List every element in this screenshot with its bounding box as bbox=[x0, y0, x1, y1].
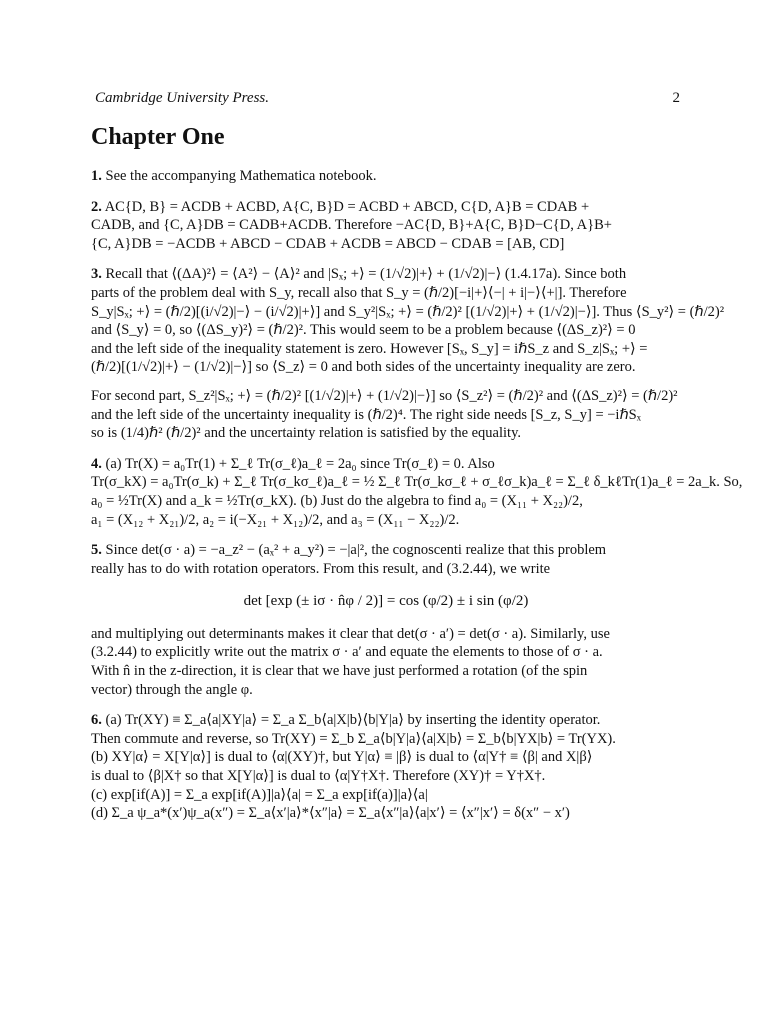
problem-line bbox=[91, 711, 681, 730]
problem-1 bbox=[91, 167, 681, 186]
problem-line: Tr(σ_kX) = a₀Tr(σ_k) + Σ_ℓ Tr(σ_kσ_ℓ)a_ℓ = ½ Σ_ℓ Tr(σ_kσ_ℓ + σ_ℓσ_k)a_ℓ = Σ_ℓ δ_kℓTr(1)a_ℓ = 2a_k. So, bbox=[91, 474, 743, 491]
problem-line: (c) exp[if(A)] = Σ_a exp[if(A)]|a⟩⟨a| = Σ_a exp[if(a)]|a⟩⟨a| bbox=[91, 786, 428, 803]
problem-text: (a) Tr(XY) ≡ Σ_a⟨a|XY|a⟩ = Σ_a Σ_b⟨a|X|b⟩⟨b|Y|a⟩ by inserting the identity operator. bbox=[105, 712, 601, 729]
problem-line: Then commute and reverse, so Tr(XY) = Σ_b Σ_a⟨b|Y|a⟩⟨a|X|b⟩ = Σ_b⟨b|YX|b⟩ = Tr(YX). bbox=[91, 730, 616, 747]
publisher-name: Cambridge University Press. bbox=[95, 90, 270, 106]
problem-line: parts of the problem deal with S_y, recall also that S_y = (ℏ/2)[−i|+⟩⟨−| + i|−⟩⟨+|]. Therefore bbox=[91, 284, 627, 301]
problem-line: (d) Σ_a ψ_a*(x′)ψ_a(x″) = Σ_a⟨x′|a⟩*⟨x″|a⟩ = Σ_a⟨x″|a⟩⟨a|x′⟩ = ⟨x″|x′⟩ = δ(x″ − x′) bbox=[91, 805, 570, 822]
problem-line: and the left side of the uncertainty inequality is (ℏ/2)⁴. The right side needs [S_z, S_y] = −iℏSₓ bbox=[91, 406, 641, 423]
problem-number: 3. bbox=[91, 266, 102, 283]
problem-text: Recall that ⟨(ΔA)²⟩ = ⟨A²⟩ − ⟨A⟩² and |Sₓ; +⟩ = (1/√2)|+⟩ + (1/√2)|−⟩ (1.4.17a). Since both bbox=[105, 266, 627, 283]
problem-5 bbox=[91, 541, 681, 699]
problem-line: (3.2.44) to explicitly write out the matrix σ · a′ and equate the elements to those of σ · a. bbox=[91, 644, 603, 661]
problem-line: a₁ = (X₁₂ + X₂₁)/2, a₂ = i(−X₂₁ + X₁₂)/2, and a₃ = (X₁₁ − X₂₂)/2. bbox=[91, 511, 460, 528]
problem-text: (a) Tr(X) = a₀Tr(1) + Σ_ℓ Tr(σ_ℓ)a_ℓ = 2a₀ since Tr(σ_ℓ) = 0. Also bbox=[105, 455, 495, 472]
problem-line bbox=[91, 541, 681, 560]
display-equation: det [exp (± iσ · n̂φ / 2)] = cos (φ/2) ± i sin (φ/2) bbox=[243, 593, 529, 610]
problem-line: {C, A}DB = −ACDB + ABCD − CDAB + ACDB = ABCD − CDAB = [AB, CD] bbox=[91, 235, 565, 252]
problem-number: 4. bbox=[91, 455, 102, 472]
problem-line: a₀ = ½Tr(X) and a_k = ½Tr(σ_kX). (b) Just do the algebra to find a₀ = (X₁₁ + X₂₂)/2, bbox=[91, 492, 583, 509]
problem-number: 2. bbox=[91, 198, 102, 215]
problem-number: 5. bbox=[91, 542, 102, 559]
problem-line: vector) through the angle φ. bbox=[91, 681, 253, 698]
problem-line: and multiplying out determinants makes it clear that det(σ · a′) = det(σ · a). Similarly, use bbox=[91, 625, 610, 642]
problem-line: really has to do with rotation operators. From this result, and (3.2.44), we write bbox=[91, 560, 551, 577]
spacer bbox=[91, 377, 681, 387]
problem-line bbox=[91, 455, 681, 474]
problem-line: (b) XY|α⟩ = X[Y|α⟩] is dual to ⟨α|(XY)†, but Y|α⟩ ≡ |β⟩ is dual to ⟨α|Y† ≡ ⟨β| and X|β⟩ bbox=[91, 749, 593, 766]
running-header bbox=[95, 90, 680, 107]
problem-line: CADB, and {C, A}DB = CADB+ACDB. Therefore −AC{D, B}+A{C, B}D−C{D, A}B+ bbox=[91, 217, 612, 234]
problem-6 bbox=[91, 711, 681, 823]
problem-number: 1. bbox=[91, 168, 102, 184]
problem-line: is dual to ⟨β|X† so that X[Y|α⟩] is dual to ⟨α|Y†X†. Therefore (XY)† = Y†X†. bbox=[91, 768, 546, 785]
problem-line: For second part, S_z²|Sₓ; +⟩ = (ℏ/2)² [(1/√2)|+⟩ + (1/√2)|−⟩] so ⟨S_z²⟩ = (ℏ/2)² and ⟨(ΔS_z)²⟩ = (ℏ/2)² bbox=[91, 387, 678, 404]
problem-line: so is (1/4)ℏ² (ℏ/2)² and the uncertainty relation is satisfied by the equality. bbox=[91, 425, 522, 442]
problem-2 bbox=[91, 198, 681, 254]
problem-line: (ℏ/2)[(1/√2)|+⟩ − (1/√2)|−⟩] so ⟨S_z⟩ = 0 and both sides of the uncertainty inequality are zero. bbox=[91, 359, 636, 376]
problem-number: 6. bbox=[91, 712, 102, 729]
problem-line bbox=[91, 198, 681, 217]
problem-line: S_y|Sₓ; +⟩ = (ℏ/2)[(i/√2)|−⟩ − (i/√2)|+⟩] and S_y²|Sₓ; +⟩ = (ℏ/2)² [(1/√2)|+⟩ + (1/√2)|−⟩]. Thus ⟨S_y²⟩ = (ℏ/2)² bbox=[91, 303, 725, 320]
chapter-title: Chapter One bbox=[91, 124, 225, 150]
problem-line: and ⟨S_y⟩ = 0, so ⟨(ΔS_y)²⟩ = (ℏ/2)². This would seem to be a problem because ⟨(ΔS_z)²⟩ = 0 bbox=[91, 322, 636, 339]
problem-text: See the accompanying Mathematica notebook. bbox=[105, 168, 377, 184]
problem-line bbox=[91, 265, 681, 284]
problem-text: AC{D, B} = ACDB + ACBD, A{C, B}D = ACBD + ABCD, C{D, A}B = CDAB + bbox=[104, 198, 590, 215]
problem-4 bbox=[91, 455, 743, 529]
solutions-body bbox=[91, 167, 743, 835]
problem-3 bbox=[91, 265, 725, 442]
problem-text: Since det(σ · a) = −a_z² − (aₓ² + a_y²) = −|a|², the cognoscenti realize that this problem bbox=[105, 542, 607, 559]
page-number: 2 bbox=[672, 90, 680, 106]
problem-line: With n̂ in the z-direction, it is clear that we have just performed a rotation (of the spin bbox=[91, 663, 588, 680]
problem-line: and the left side of the inequality statement is zero. However [Sₓ, S_y] = iℏS_z and S_z|Sₓ; +⟩ = bbox=[91, 340, 648, 357]
